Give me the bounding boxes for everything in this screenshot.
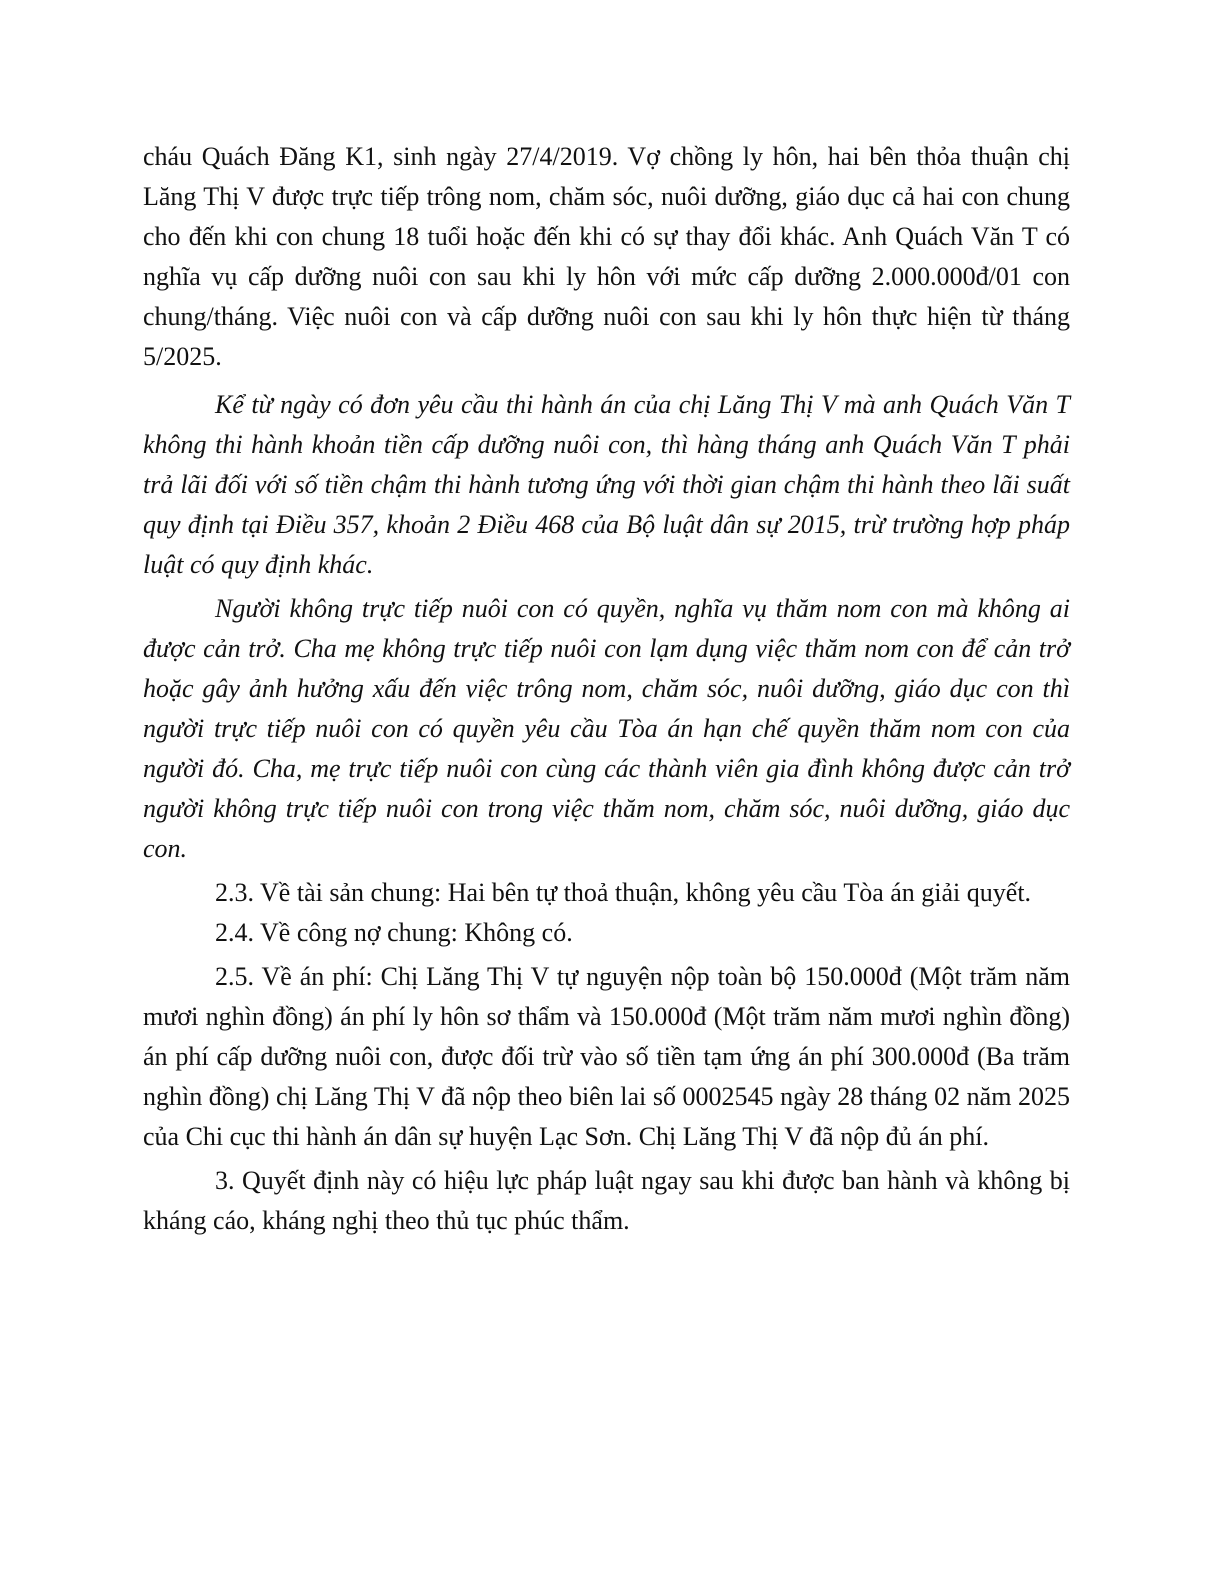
paragraph-section-2-4-common-debt: 2.4. Về công nợ chung: Không có. [215,918,573,947]
paragraph-section-2-5-court-fees: 2.5. Về án phí: Chị Lăng Thị V tự nguyện nộp toàn bộ 150.000đ (Một trăm năm mươi nghìn đồng) án phí ly hôn sơ thẩm và 150.000đ (Một trăm năm mươi nghìn đồng) án phí cấp dưỡng nuôi con, được đối trừ vào số tiền tạm ứng án phí 300.000đ (Ba trăm nghìn đồng) chị Lăng Thị V đã nộp theo biên lai số 0002545 ngày 28 tháng 02 năm 2025 của Chi cục thi hành án dân sự huyện Lạc Sơn. Chị Lăng Thị V đã nộp đủ án phí. [143,962,1070,1151]
paragraph-section-3-effect: 3. Quyết định này có hiệu lực pháp luật ngay sau khi được ban hành và không bị kháng cáo, kháng nghị theo thủ tục phúc thẩm. [143,1166,1070,1235]
document-page [143,137,1070,1245]
paragraph-children-custody: cháu Quách Đăng K1, sinh ngày 27/4/2019. Vợ chồng ly hôn, hai bên thỏa thuận chị Lăng Thị V được trực tiếp trông nom, chăm sóc, nuôi dưỡng, giáo dục cả hai con chung cho đến khi con chung 18 tuổi hoặc đến khi có sự thay đổi khác. Anh Quách Văn T có nghĩa vụ cấp dưỡng nuôi con sau khi ly hôn với mức cấp dưỡng 2.000.000đ/01 con chung/tháng. Việc nuôi con và cấp dưỡng nuôi con sau khi ly hôn thực hiện từ tháng 5/2025. [143,142,1070,371]
paragraph-late-payment-interest: Kể từ ngày có đơn yêu cầu thi hành án của chị Lăng Thị V mà anh Quách Văn T không thi hành khoản tiền cấp dưỡng nuôi con, thì hàng tháng anh Quách Văn T phải trả lãi đối với số tiền chậm thi hành tương ứng với thời gian chậm thi hành theo lãi suất quy định tại Điều 357, khoản 2 Điều 468 của Bộ luật dân sự 2015, trừ trường hợp pháp luật có quy định khác. [143,390,1070,579]
paragraph-visitation-rights: Người không trực tiếp nuôi con có quyền, nghĩa vụ thăm nom con mà không ai được cản trở. Cha mẹ không trực tiếp nuôi con lạm dụng việc thăm nom con để cản trở hoặc gây ảnh hưởng xấu đến việc trông nom, chăm sóc, nuôi dưỡng, giáo dục con thì người trực tiếp nuôi con có quyền yêu cầu Tòa án hạn chế quyền thăm nom con của người đó. Cha, mẹ trực tiếp nuôi con cùng các thành viên gia đình không được cản trở người không trực tiếp nuôi con trong việc thăm nom, chăm sóc, nuôi dưỡng, giáo dục con. [143,594,1070,863]
paragraph-section-2-3-common-property: 2.3. Về tài sản chung: Hai bên tự thoả thuận, không yêu cầu Tòa án giải quyết. [215,878,1032,907]
